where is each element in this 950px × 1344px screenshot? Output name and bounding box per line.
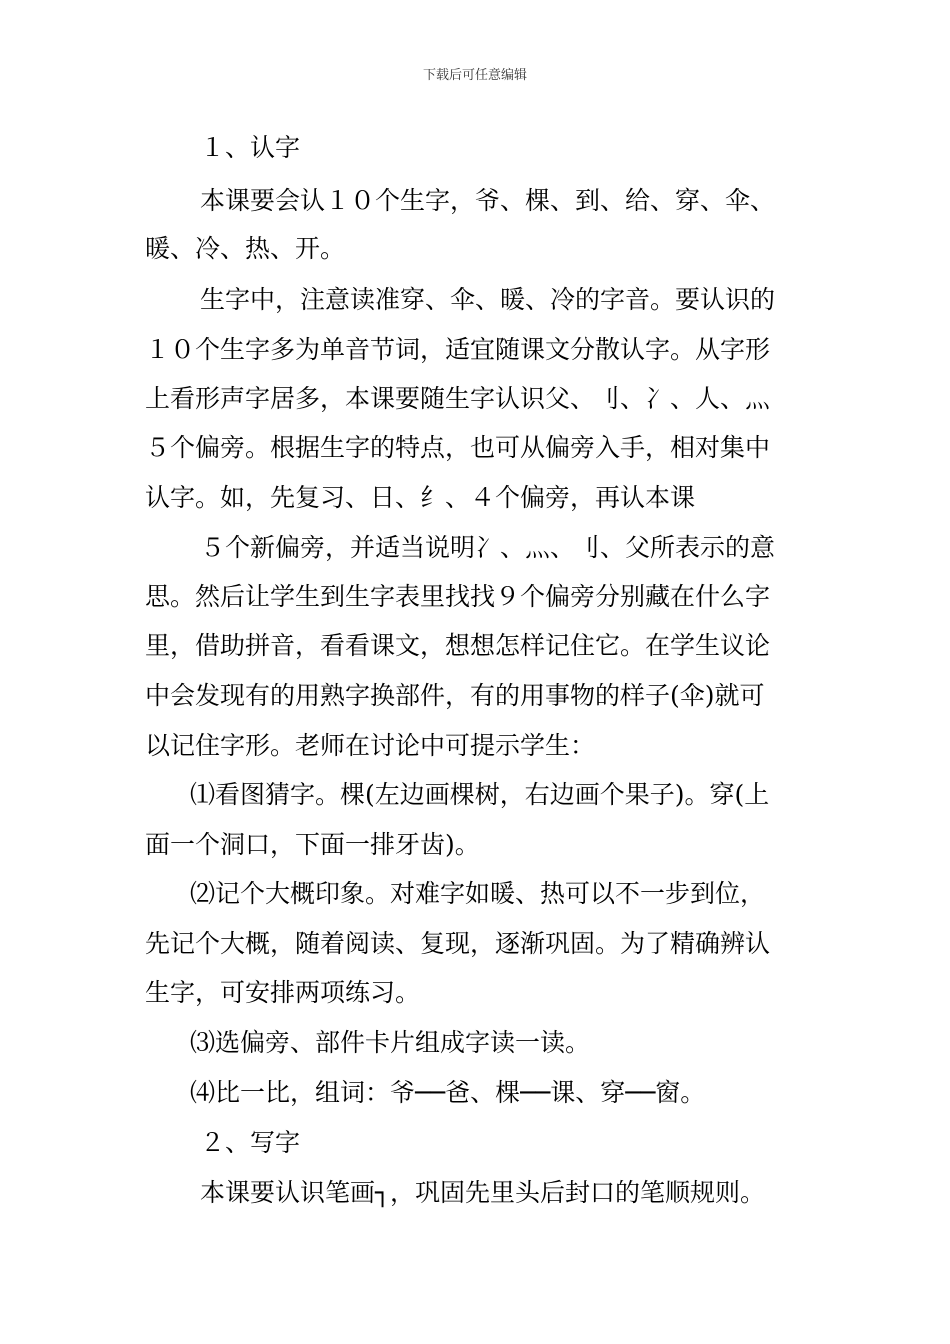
paragraph-line: 本课要会认１０个生字，爷、棵、到、给、穿、伞、 — [200, 186, 776, 215]
paragraph-line: 暖、冷、热、开。 — [145, 234, 346, 263]
paragraph-line: ５个偏旁。根据生字的特点，也可从偏旁入手，相对集中 — [145, 433, 771, 462]
paragraph-line: １０个生字多为单音节词，适宜随课文分散认字。从字形 — [145, 335, 771, 364]
paragraph-line: 生字中，注意读准穿、伞、暖、冷的字音。要认识的 — [200, 285, 776, 314]
page-header: 下载后可任意编辑 — [422, 68, 527, 83]
list-item-line: ⑷比一比，组词：爷──爸、棵──课、穿──窗。 — [190, 1078, 706, 1107]
paragraph-line: 里，借助拼音，看看课文，想想怎样记住它。在学生议论 — [145, 631, 771, 660]
paragraph-line: ５个新偏旁，并适当说明冫、灬、刂、父所表示的意 — [200, 533, 776, 562]
paragraph-line: 本课要认识笔画┐，巩固先里头后封口的笔顺规则。 — [200, 1178, 766, 1207]
list-item-line: 先记个大概，随着阅读、复现，逐渐巩固。为了精确辨认 — [145, 929, 771, 958]
paragraph-line: 中会发现有的用熟字换部件，有的用事物的样子(伞)就可 — [145, 681, 765, 710]
paragraph-line: 上看形声字居多，本课要随生字认识父、刂、冫、人、灬 — [145, 384, 771, 413]
paragraph-line: 思。然后让学生到生字表里找找９个偏旁分别藏在什么字 — [145, 582, 771, 611]
list-item-line: 面一个洞口，下面一排牙齿)。 — [145, 830, 480, 859]
section-heading-recognize: １、认字 — [200, 133, 301, 162]
section-heading-write: ２、写字 — [200, 1128, 301, 1157]
paragraph-line: 以记住字形。老师在讨论中可提示学生： — [145, 731, 596, 760]
list-item-line: ⑶选偏旁、部件卡片组成字读一读。 — [190, 1028, 591, 1057]
list-item-line: ⑵记个大概印象。对难字如暖、热可以不一步到位， — [190, 879, 766, 908]
list-item-line: ⑴看图猜字。棵(左边画棵树，右边画个果子)。穿(上 — [190, 780, 770, 809]
list-item-line: 生字，可安排两项练习。 — [145, 978, 421, 1007]
paragraph-line: 认字。如，先复习、日、纟、４个偏旁，再认本课 — [145, 483, 696, 512]
